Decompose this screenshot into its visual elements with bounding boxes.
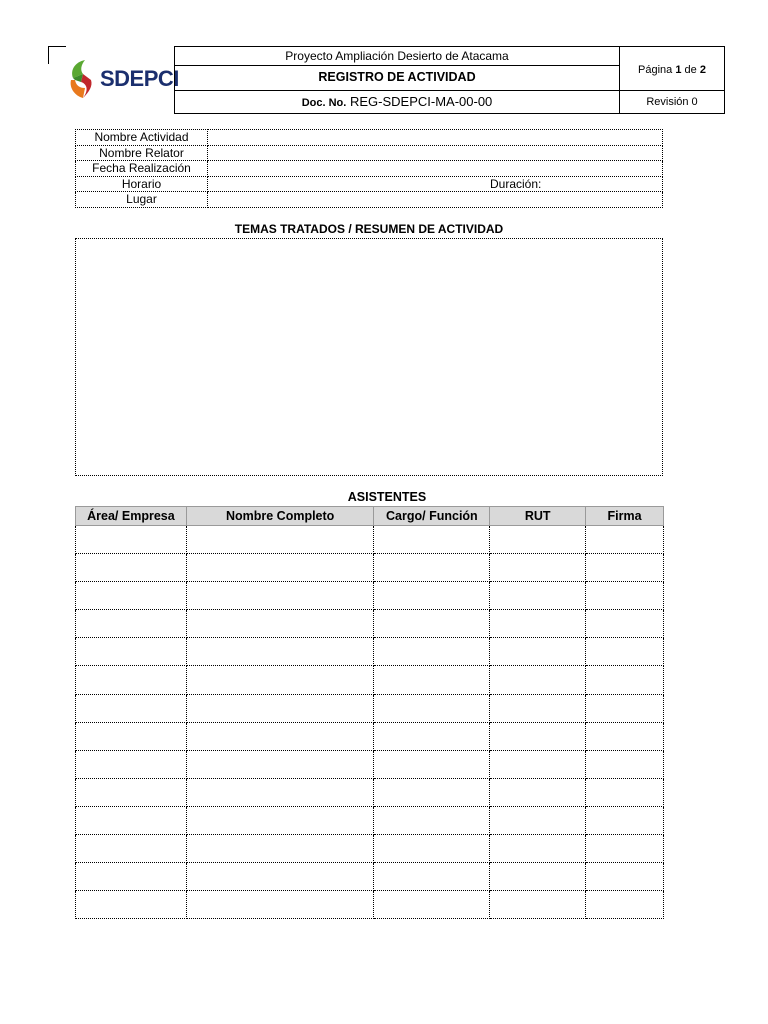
- cell-nombre-completo[interactable]: [186, 582, 374, 610]
- field-fecha-realizacion[interactable]: [208, 161, 663, 177]
- table-row: [76, 554, 664, 582]
- info-row: [76, 145, 663, 161]
- cell-cargo-funcion[interactable]: [374, 666, 490, 694]
- doc-number-label: Doc. No.: [301, 97, 347, 109]
- page-total: 2: [699, 64, 706, 76]
- cell-nombre-completo[interactable]: [186, 722, 374, 750]
- cell-rut[interactable]: [490, 722, 586, 750]
- asistentes-header-row: [76, 507, 664, 526]
- logo-text: SDEPCI: [100, 66, 179, 91]
- field-horario[interactable]: [208, 176, 663, 192]
- field-nombre-actividad[interactable]: [208, 130, 663, 146]
- header-right: [619, 46, 725, 114]
- temas-summary-box[interactable]: [75, 238, 663, 476]
- label-horario: Horario: [76, 176, 208, 192]
- page-prefix: Página: [638, 64, 673, 76]
- cell-rut[interactable]: [490, 554, 586, 582]
- document-number: [175, 90, 619, 114]
- cell-nombre-completo[interactable]: [186, 554, 374, 582]
- cell-nombre-completo[interactable]: [186, 666, 374, 694]
- cell-rut[interactable]: [490, 526, 586, 554]
- asistentes-table: [75, 506, 664, 919]
- cell-firma[interactable]: [586, 806, 664, 834]
- table-row: [76, 778, 664, 806]
- label-duracion: Duración:: [490, 176, 542, 191]
- sdepci-logo-icon: [67, 58, 97, 102]
- table-row: [76, 526, 664, 554]
- cell-firma[interactable]: [586, 694, 664, 722]
- cell-nombre-completo[interactable]: [186, 610, 374, 638]
- cell-area-empresa[interactable]: [76, 891, 187, 919]
- cell-area-empresa[interactable]: [76, 835, 187, 863]
- cell-firma[interactable]: [586, 638, 664, 666]
- cell-area-empresa[interactable]: [76, 863, 187, 891]
- cell-nombre-completo[interactable]: [186, 835, 374, 863]
- cell-firma[interactable]: [586, 835, 664, 863]
- table-row: [76, 610, 664, 638]
- revision: Revisión 0: [646, 96, 698, 108]
- col-cargo-funcion: Cargo/ Función: [374, 507, 490, 526]
- cell-firma[interactable]: [586, 582, 664, 610]
- cell-cargo-funcion[interactable]: [374, 806, 490, 834]
- cell-firma[interactable]: [586, 554, 664, 582]
- cell-cargo-funcion[interactable]: [374, 891, 490, 919]
- cell-cargo-funcion[interactable]: [374, 778, 490, 806]
- cell-firma[interactable]: [586, 722, 664, 750]
- cell-area-empresa[interactable]: [76, 806, 187, 834]
- cell-firma[interactable]: [586, 778, 664, 806]
- label-nombre-relator: Nombre Relator: [76, 145, 208, 161]
- header-center: [174, 46, 620, 114]
- cell-cargo-funcion[interactable]: [374, 610, 490, 638]
- table-row: [76, 666, 664, 694]
- cell-firma[interactable]: [586, 891, 664, 919]
- cell-nombre-completo[interactable]: [186, 694, 374, 722]
- cell-cargo-funcion[interactable]: [374, 863, 490, 891]
- cell-rut[interactable]: [490, 694, 586, 722]
- temas-title: TEMAS TRATADOS / RESUMEN DE ACTIVIDAD: [234, 222, 504, 236]
- cell-rut[interactable]: [490, 638, 586, 666]
- field-nombre-relator[interactable]: [208, 145, 663, 161]
- document-title: REGISTRO DE ACTIVIDAD: [175, 65, 619, 91]
- cell-area-empresa[interactable]: [76, 638, 187, 666]
- page-sep: de: [684, 64, 697, 76]
- col-area-empresa: Área/ Empresa: [76, 507, 187, 526]
- cell-rut[interactable]: [490, 863, 586, 891]
- cell-area-empresa[interactable]: [76, 750, 187, 778]
- page-indicator: [620, 47, 724, 91]
- cell-firma[interactable]: [586, 526, 664, 554]
- cell-area-empresa[interactable]: [76, 582, 187, 610]
- label-fecha-realizacion: Fecha Realización: [76, 161, 208, 177]
- table-row: [76, 863, 664, 891]
- cell-nombre-completo[interactable]: [186, 863, 374, 891]
- cell-area-empresa[interactable]: [76, 666, 187, 694]
- cell-cargo-funcion[interactable]: [374, 554, 490, 582]
- table-row: [76, 694, 664, 722]
- cell-cargo-funcion[interactable]: [374, 835, 490, 863]
- cell-firma[interactable]: [586, 750, 664, 778]
- cell-rut[interactable]: [490, 891, 586, 919]
- cell-firma[interactable]: [586, 610, 664, 638]
- cell-cargo-funcion[interactable]: [374, 582, 490, 610]
- activity-info-table: [75, 129, 663, 208]
- cell-nombre-completo[interactable]: [186, 891, 374, 919]
- cell-area-empresa[interactable]: [76, 722, 187, 750]
- cell-nombre-completo[interactable]: [186, 526, 374, 554]
- info-row: [76, 176, 663, 192]
- cell-nombre-completo[interactable]: [186, 750, 374, 778]
- cell-rut[interactable]: [490, 806, 586, 834]
- cell-cargo-funcion[interactable]: [374, 722, 490, 750]
- cell-cargo-funcion[interactable]: [374, 526, 490, 554]
- cell-area-empresa[interactable]: [76, 526, 187, 554]
- label-lugar: Lugar: [76, 192, 208, 208]
- page-current: 1: [675, 64, 682, 76]
- doc-number-value: REG-SDEPCI-MA-00-00: [349, 94, 493, 109]
- table-row: [76, 638, 664, 666]
- table-row: [76, 750, 664, 778]
- asistentes-body: [76, 526, 664, 919]
- cell-area-empresa[interactable]: [76, 554, 187, 582]
- info-row: [76, 130, 663, 146]
- col-rut: RUT: [490, 507, 586, 526]
- cell-nombre-completo[interactable]: [186, 806, 374, 834]
- cell-cargo-funcion[interactable]: [374, 638, 490, 666]
- project-name: Proyecto Ampliación Desierto de Atacama: [175, 47, 619, 66]
- cell-rut[interactable]: [490, 778, 586, 806]
- table-row: [76, 891, 664, 919]
- info-row: [76, 161, 663, 177]
- cell-rut[interactable]: [490, 610, 586, 638]
- table-row: [76, 806, 664, 834]
- field-lugar[interactable]: [208, 192, 663, 208]
- asistentes-title: ASISTENTES: [347, 490, 427, 504]
- label-nombre-actividad: Nombre Actividad: [76, 130, 208, 146]
- table-row: [76, 835, 664, 863]
- cell-rut[interactable]: [490, 666, 586, 694]
- cell-nombre-completo[interactable]: [186, 778, 374, 806]
- cell-rut[interactable]: [490, 835, 586, 863]
- cell-cargo-funcion[interactable]: [374, 694, 490, 722]
- col-firma: Firma: [586, 507, 664, 526]
- cell-rut[interactable]: [490, 582, 586, 610]
- cell-area-empresa[interactable]: [76, 694, 187, 722]
- cell-firma[interactable]: [586, 863, 664, 891]
- table-row: [76, 722, 664, 750]
- cell-rut[interactable]: [490, 750, 586, 778]
- cell-cargo-funcion[interactable]: [374, 750, 490, 778]
- info-row: [76, 192, 663, 208]
- document-header: [48, 46, 725, 114]
- table-row: [76, 582, 664, 610]
- col-nombre-completo: Nombre Completo: [186, 507, 374, 526]
- logo-cell: [48, 46, 179, 114]
- cell-area-empresa[interactable]: [76, 610, 187, 638]
- cell-area-empresa[interactable]: [76, 778, 187, 806]
- cell-firma[interactable]: [586, 666, 664, 694]
- cell-nombre-completo[interactable]: [186, 638, 374, 666]
